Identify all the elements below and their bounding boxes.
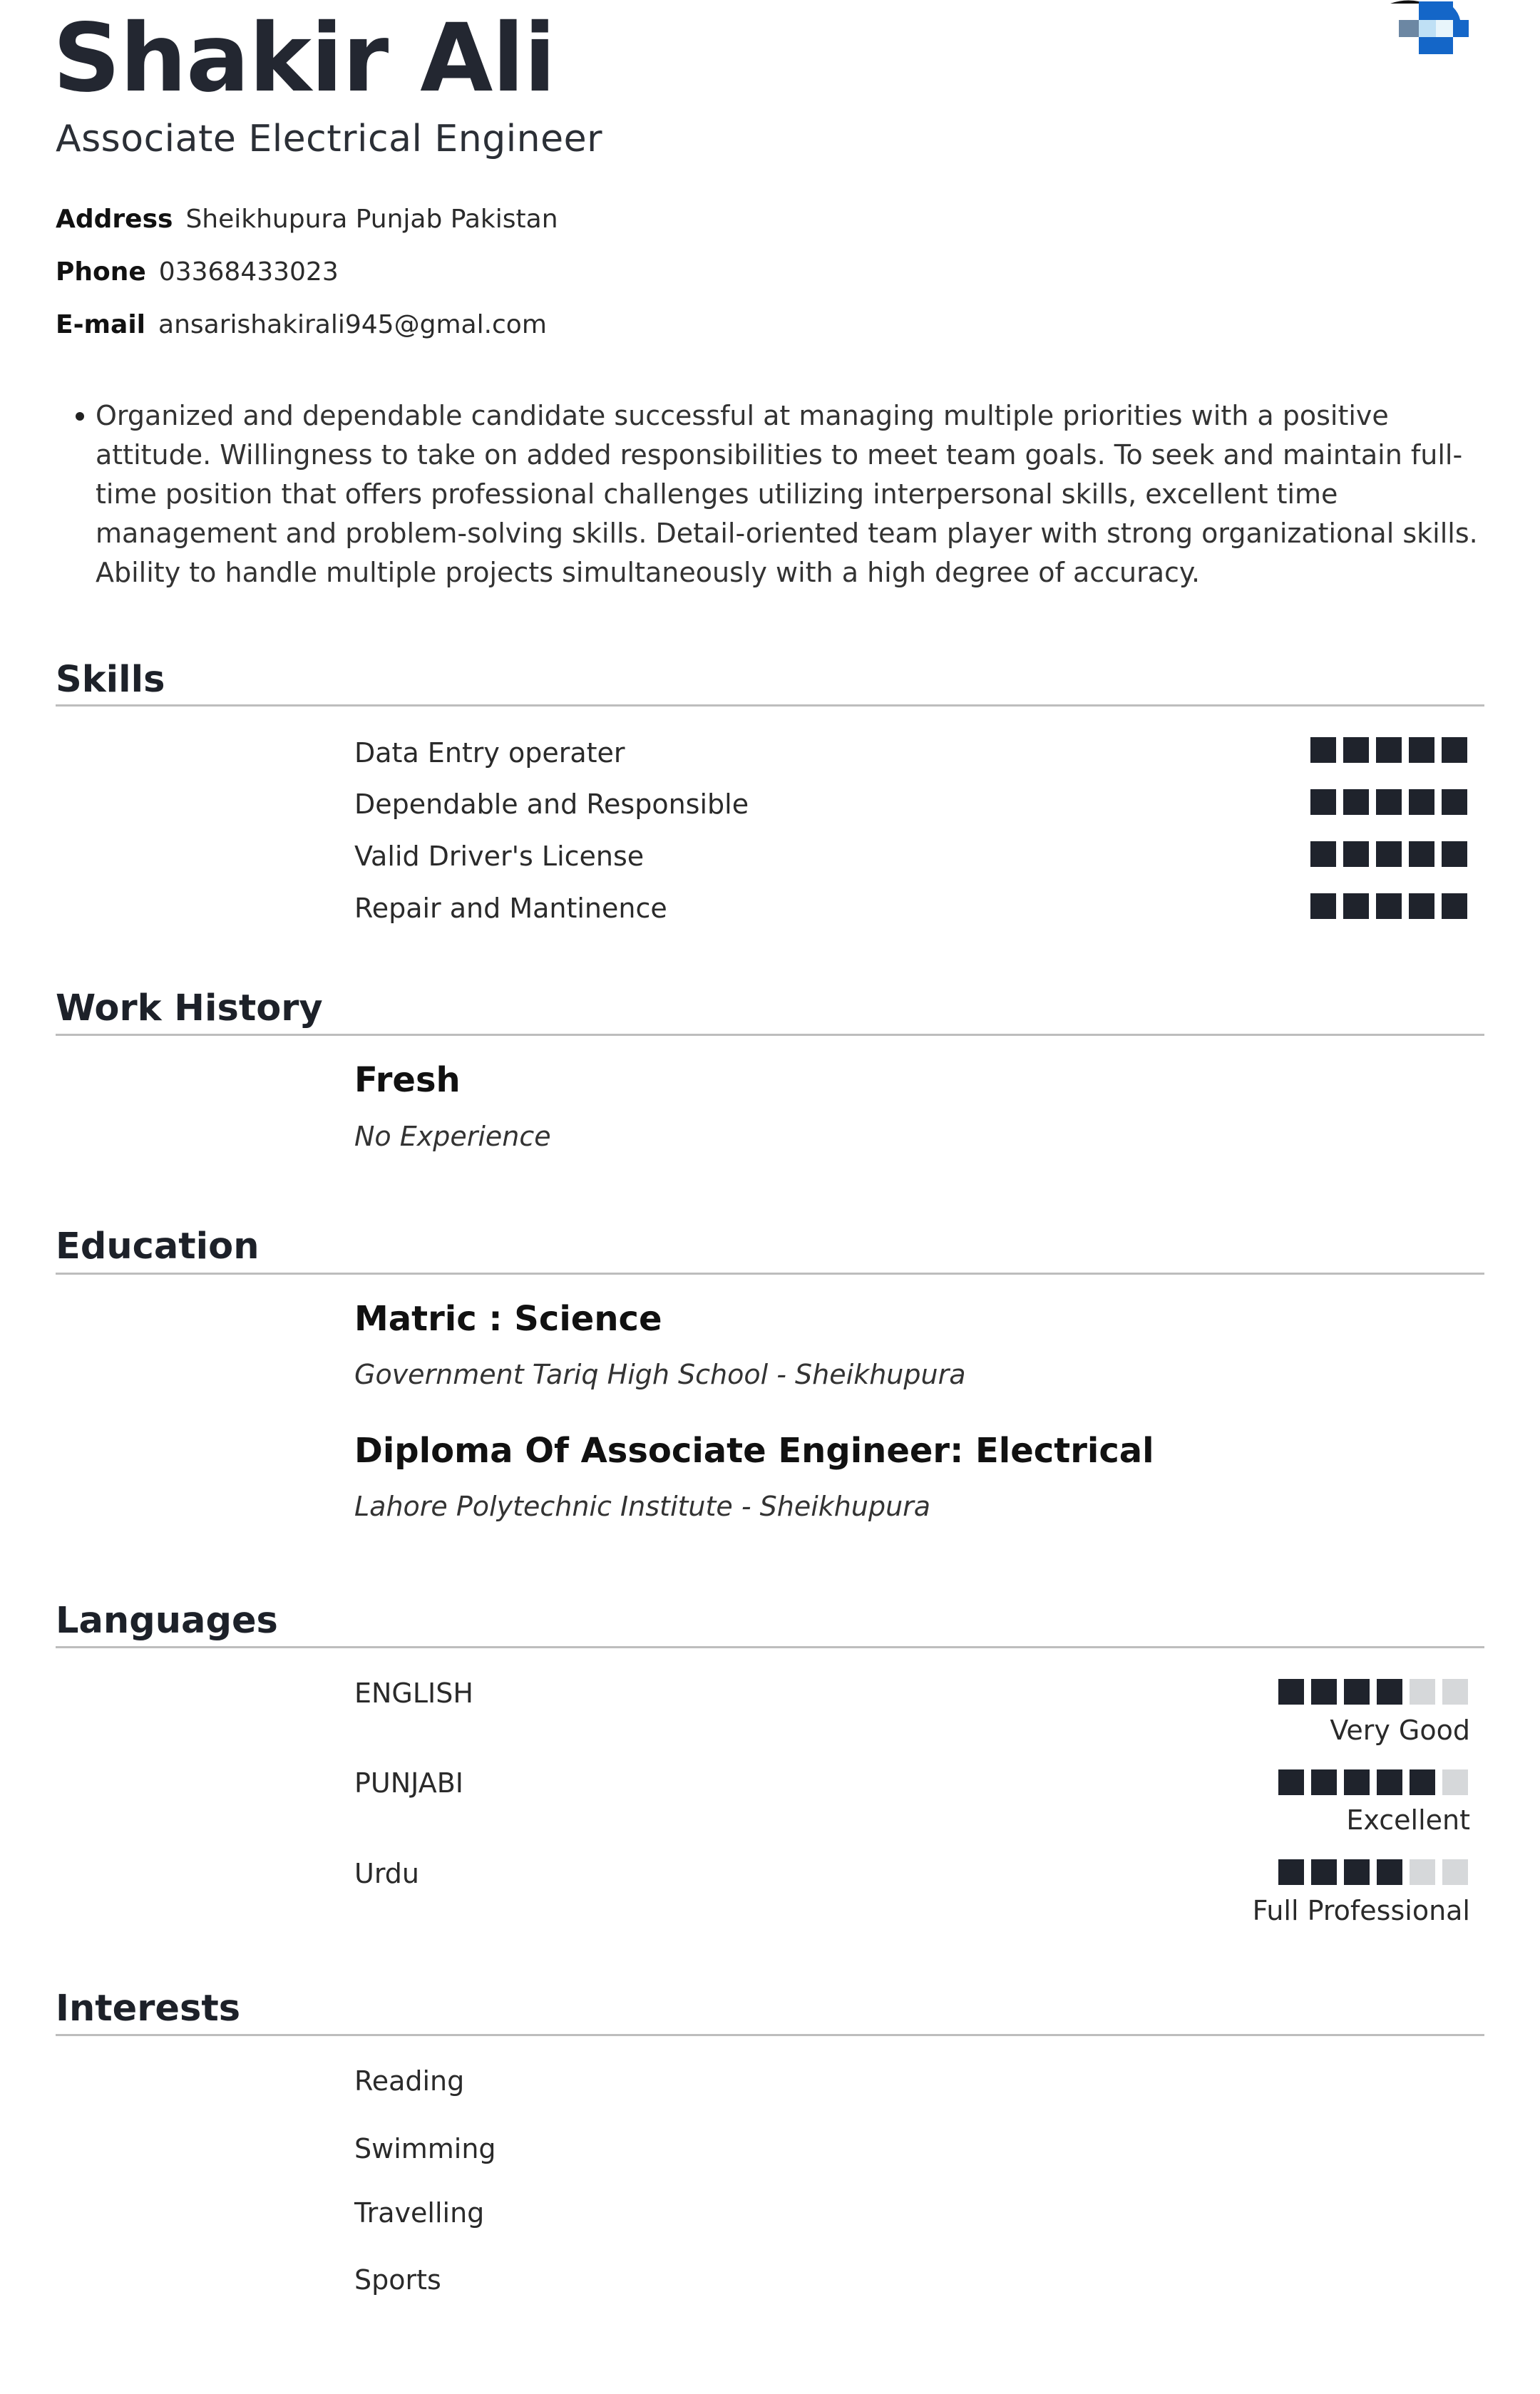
- contact-phone: [56, 255, 339, 289]
- rating-box-filled: [1409, 737, 1434, 763]
- section-heading-education: Education: [56, 1226, 260, 1268]
- contact-label: Phone: [56, 257, 146, 287]
- degree-title: Diploma Of Associate Engineer: Electrical: [354, 1431, 1154, 1471]
- contact-value[interactable]: ansarishakirali945@gmal.com: [158, 310, 547, 339]
- rating-box-filled: [1377, 1859, 1402, 1885]
- summary-bullet: Organized and dependable candidate successful at managing multiple priorities with a positive attitude. Willingness to take on added responsibilities to meet team goals. To seek and maintain full-time position that offers professional challenges utilizing interpersonal skills, excellent time management and problem-solving skills. Detail-oriented team player with strong organizational skills. Ability to handle multiple projects simultaneously with a high degree of accuracy.: [96, 396, 1483, 592]
- rating-box-filled: [1442, 789, 1467, 815]
- job-title-entry: Fresh: [354, 1060, 461, 1100]
- rating-box-filled: [1376, 789, 1402, 815]
- interest-item: Sports: [354, 2264, 441, 2296]
- rating-box-filled: [1410, 1769, 1435, 1795]
- rating-box-filled: [1343, 893, 1369, 919]
- section-divider: [56, 1273, 1484, 1275]
- rating-box-empty: [1410, 1679, 1435, 1705]
- skill-rating: [1310, 841, 1467, 867]
- rating-box-filled: [1343, 789, 1369, 815]
- rating-box-filled: [1278, 1859, 1304, 1885]
- contact-value: 03368433023: [158, 257, 339, 287]
- language-level: Excellent: [1346, 1804, 1470, 1836]
- rating-box-filled: [1310, 789, 1336, 815]
- language-rating: [1278, 1769, 1468, 1795]
- rating-box-filled: [1343, 737, 1369, 763]
- language-level: Full Professional: [1252, 1895, 1470, 1926]
- rating-box-empty: [1442, 1679, 1468, 1705]
- language-rating: [1278, 1679, 1468, 1705]
- interest-item: Travelling: [354, 2197, 485, 2229]
- skill-rating: [1310, 737, 1467, 763]
- section-heading-languages: Languages: [56, 1600, 278, 1642]
- rating-box-filled: [1310, 841, 1336, 867]
- rating-box-empty: [1410, 1859, 1435, 1885]
- rating-box-filled: [1311, 1769, 1337, 1795]
- rating-box-filled: [1409, 841, 1434, 867]
- rating-box-filled: [1442, 737, 1467, 763]
- rating-box-filled: [1409, 893, 1434, 919]
- language-name: PUNJABI: [354, 1767, 463, 1799]
- job-subtitle: No Experience: [354, 1121, 551, 1152]
- candidate-name: Shakir Ali: [53, 4, 555, 113]
- rating-box-filled: [1377, 1769, 1402, 1795]
- contact-label: Address: [56, 205, 173, 234]
- rating-box-filled: [1376, 737, 1402, 763]
- skill-label: Repair and Mantinence: [354, 893, 667, 924]
- skill-label: Valid Driver's License: [354, 841, 645, 872]
- section-divider: [56, 704, 1484, 707]
- section-heading-skills: Skills: [56, 659, 165, 701]
- professional-summary: [71, 396, 1483, 592]
- rating-box-filled: [1344, 1679, 1370, 1705]
- rating-box-filled: [1344, 1769, 1370, 1795]
- rating-box-filled: [1310, 893, 1336, 919]
- rating-box-filled: [1278, 1769, 1304, 1795]
- rating-box-filled: [1442, 893, 1467, 919]
- rating-box-filled: [1377, 1679, 1402, 1705]
- section-divider: [56, 1646, 1484, 1648]
- language-rating: [1278, 1859, 1468, 1885]
- section-divider: [56, 2034, 1484, 2036]
- interest-item: Reading: [354, 2065, 465, 2097]
- interest-item: Swimming: [354, 2133, 496, 2164]
- contact-value: Sheikhupura Punjab Pakistan: [185, 205, 558, 234]
- rating-box-filled: [1376, 893, 1402, 919]
- language-name: ENGLISH: [354, 1678, 473, 1709]
- rating-box-filled: [1376, 841, 1402, 867]
- skill-label: Data Entry operater: [354, 737, 625, 769]
- rating-box-filled: [1278, 1679, 1304, 1705]
- skill-label: Dependable and Responsible: [354, 788, 749, 820]
- rating-box-filled: [1344, 1859, 1370, 1885]
- section-heading-work-history: Work History: [56, 987, 323, 1029]
- rating-box-filled: [1310, 737, 1336, 763]
- section-divider: [56, 1034, 1484, 1036]
- rating-box-filled: [1311, 1679, 1337, 1705]
- rating-box-filled: [1442, 841, 1467, 867]
- rating-box-empty: [1442, 1769, 1468, 1795]
- contact-label: E-mail: [56, 310, 146, 339]
- rating-box-filled: [1343, 841, 1369, 867]
- rating-box-empty: [1442, 1859, 1468, 1885]
- contact-address: [56, 202, 558, 237]
- rating-box-filled: [1311, 1859, 1337, 1885]
- skill-rating: [1310, 789, 1467, 815]
- skill-rating: [1310, 893, 1467, 919]
- job-title: Associate Electrical Engineer: [56, 118, 603, 160]
- contact-email: [56, 308, 547, 342]
- language-level: Very Good: [1330, 1715, 1470, 1746]
- degree-title: Matric : Science: [354, 1299, 662, 1339]
- language-name: Urdu: [354, 1858, 419, 1889]
- logo-icon: [1390, 0, 1469, 57]
- institution-name: Lahore Polytechnic Institute - Sheikhupura: [354, 1491, 931, 1522]
- rating-box-filled: [1409, 789, 1434, 815]
- section-heading-interests: Interests: [56, 1988, 241, 2030]
- institution-name: Government Tariq High School - Sheikhupura: [354, 1359, 966, 1390]
